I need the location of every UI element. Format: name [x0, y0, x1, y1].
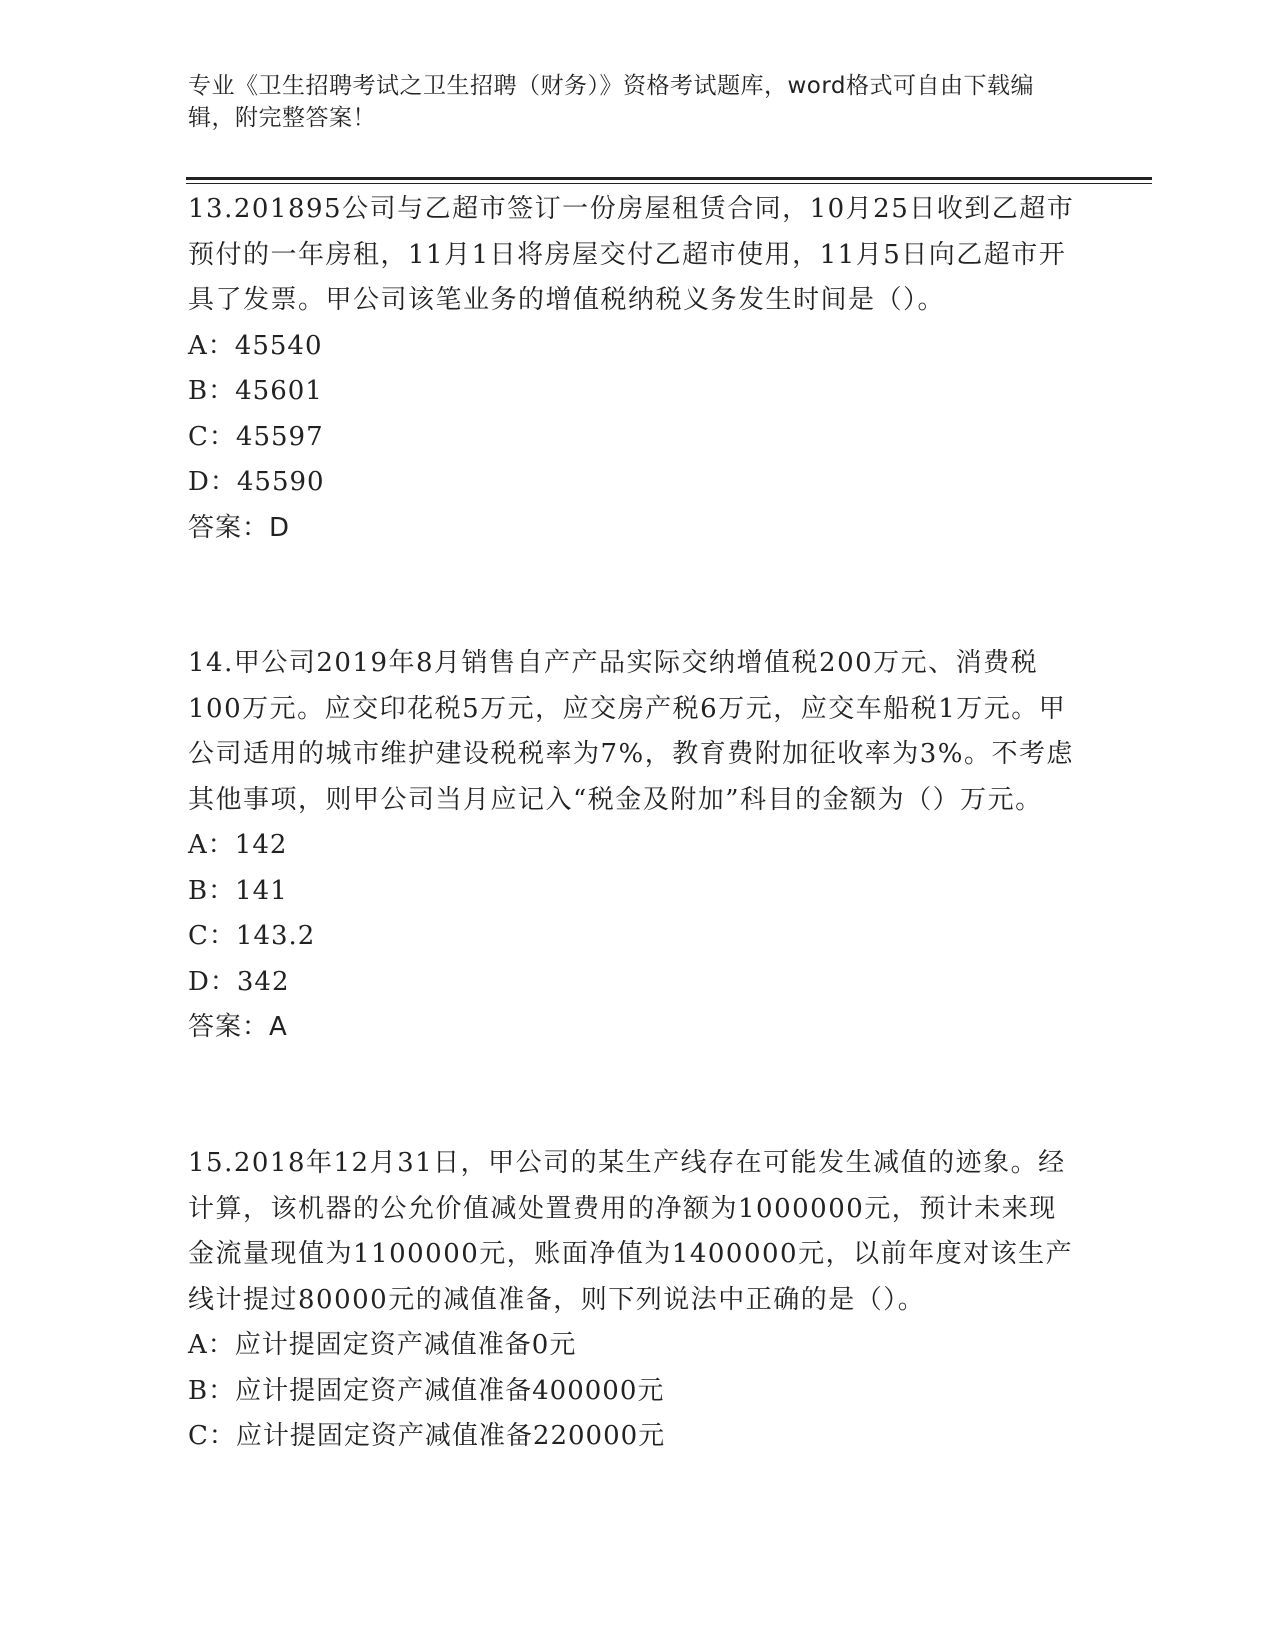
option-b [188, 869, 1078, 915]
option-text: 142 [234, 830, 288, 860]
option-text: 45540 [234, 330, 323, 361]
option-c [188, 914, 1078, 960]
option-label: D： [188, 467, 237, 497]
answer-line: 答案：A [188, 1012, 288, 1042]
option-b [188, 369, 1078, 415]
option-text: 45590 [236, 467, 325, 497]
option-a [188, 823, 1078, 869]
option-label: B： [188, 1375, 236, 1406]
option-label: A： [188, 1330, 235, 1360]
option-text: 应计提固定资产减值准备0元 [234, 1330, 577, 1360]
option-text: 应计提固定资产减值准备220000元 [235, 1421, 666, 1451]
header-divider-thin [186, 183, 1152, 184]
option-d [188, 460, 1078, 506]
option-d [188, 960, 1078, 1006]
option-text: 342 [236, 966, 290, 997]
option-a [188, 324, 1078, 370]
option-text: 应计提固定资产减值准备400000元 [235, 1375, 665, 1406]
option-label: D： [188, 966, 237, 997]
answer-line: 答案：D [188, 512, 291, 543]
option-label: C： [188, 1421, 236, 1451]
option-label: A： [188, 830, 235, 860]
option-text: 143.2 [235, 921, 316, 951]
question-14 [188, 641, 1078, 1051]
option-text: 45601 [235, 376, 323, 406]
option-label: C： [188, 921, 236, 951]
question-13 [188, 187, 1078, 551]
question-stem: 15.2018年12月31日，甲公司的某生产线存在可能发生减值的迹象。经计算，该机器的公允价值减处置费用的净额为1000000元，预计未来现金流量现值为1100000元，账面净值为1400000元，以前年度对该生产线计提过80000元的减值准备，则下列说法中正确的是（）。 [188, 1148, 1074, 1315]
option-text: 141 [235, 875, 288, 906]
question-15 [188, 1141, 1078, 1460]
option-text: 45597 [235, 421, 324, 452]
option-b [188, 1369, 1078, 1415]
option-label: A： [188, 330, 235, 361]
option-c [188, 1414, 1078, 1460]
question-stem: 13.201895公司与乙超市签订一份房屋租赁合同，10月25日收到乙超市预付的一年房租，11月1日将房屋交付乙超市使用，11月5日向乙超市开具了发票。甲公司该笔业务的增值税纳税义务发生时间是（）。 [188, 194, 1075, 315]
document-header: 专业《卫生招聘考试之卫生招聘（财务）》资格考试题库，word格式可自由下载编辑，附完整答案！ [188, 73, 1035, 131]
question-stem: 14.甲公司2019年8月销售自产产品实际交纳增值税200万元、消费税100万元。应交印花税5万元，应交房产税6万元，应交车船税1万元。甲公司适用的城市维护建设税税率为7%，教育费附加征收率为3%。不考虑其他事项，则甲公司当月应记入“税金及附加”科目的金额为（）万元。 [188, 648, 1074, 815]
option-label: B： [188, 875, 236, 906]
option-label: C： [188, 421, 236, 452]
header-divider-thick [186, 177, 1152, 180]
option-label: B： [188, 376, 236, 406]
option-a [188, 1323, 1078, 1369]
option-c [188, 415, 1078, 461]
